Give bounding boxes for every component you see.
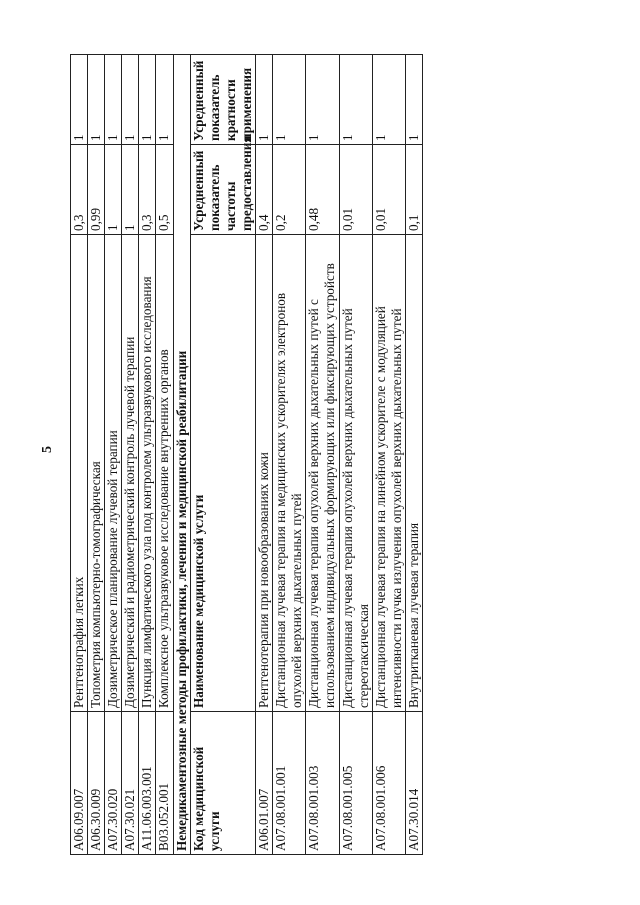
multiplicity-value: 1 xyxy=(71,55,88,145)
table-row xyxy=(71,55,88,855)
frequency-value: 1 xyxy=(122,145,139,235)
frequency-value: 0,5 xyxy=(156,145,173,235)
frequency-value: 0,01 xyxy=(339,145,372,235)
table-row xyxy=(339,55,372,855)
service-code: A06.30.009 xyxy=(88,712,105,855)
frequency-value: 0,48 xyxy=(306,145,339,235)
frequency-value: 0,4 xyxy=(256,145,273,235)
service-name: Топометрия компьютерно-томографическая xyxy=(88,235,105,712)
service-name: Дозиметрическое планирование лучевой терапии xyxy=(105,235,122,712)
service-name: Рентгенография легких xyxy=(71,235,88,712)
service-code: A07.08.001.001 xyxy=(273,712,306,855)
service-name: Внутритканевая лучевая терапия xyxy=(405,235,422,712)
service-name: Комплексное ультразвуковое исследование внутренних органов xyxy=(156,235,173,712)
service-name: Пункция лимфатического узла под контролем ультразвукового исследования xyxy=(139,235,156,712)
multiplicity-value: 1 xyxy=(122,55,139,145)
multiplicity-value: 1 xyxy=(139,55,156,145)
frequency-value: 0,2 xyxy=(273,145,306,235)
multiplicity-value: 1 xyxy=(156,55,173,145)
table-row xyxy=(139,55,156,855)
frequency-value: 0,99 xyxy=(88,145,105,235)
service-code: B03.052.001 xyxy=(156,712,173,855)
multiplicity-value: 1 xyxy=(339,55,372,145)
service-code: A07.08.001.005 xyxy=(339,712,372,855)
multiplicity-value: 1 xyxy=(256,55,273,145)
services-table xyxy=(70,54,423,855)
table-row xyxy=(405,55,422,855)
frequency-value: 0,3 xyxy=(139,145,156,235)
multiplicity-value: 1 xyxy=(372,55,405,145)
frequency-value: 1 xyxy=(105,145,122,235)
rotated-table-container xyxy=(70,55,500,855)
page-number: 5 xyxy=(40,446,55,453)
service-code: A06.01.007 xyxy=(256,712,273,855)
service-code: A07.30.020 xyxy=(105,712,122,855)
service-name: Рентгенотерапия при новообразованиях кожи xyxy=(256,235,273,712)
table-row xyxy=(256,55,273,855)
table-row xyxy=(122,55,139,855)
header-name: Наименование медицинской услуги xyxy=(190,235,255,712)
table-row xyxy=(105,55,122,855)
multiplicity-value: 1 xyxy=(273,55,306,145)
service-name: Дистанционная лучевая терапия опухолей верхних дыхательных путей стереотаксическая xyxy=(339,235,372,712)
service-code: A07.08.001.003 xyxy=(306,712,339,855)
service-code: A07.08.001.006 xyxy=(372,712,405,855)
section-heading-row xyxy=(173,55,190,855)
header-multiplicity: Усредненный показатель кратности применения xyxy=(190,55,255,145)
service-code: A11.06.003.001 xyxy=(139,712,156,855)
frequency-value: 0,01 xyxy=(372,145,405,235)
multiplicity-value: 1 xyxy=(105,55,122,145)
multiplicity-value: 1 xyxy=(88,55,105,145)
multiplicity-value: 1 xyxy=(306,55,339,145)
table-row xyxy=(306,55,339,855)
header-code: Код медицинской услуги xyxy=(190,712,255,855)
service-code: A07.30.014 xyxy=(405,712,422,855)
service-name: Дистанционная лучевая терапия на линейном ускорителе с модуляцией интенсивности пучка излучения опухолей верхних дыхательных путей xyxy=(372,235,405,712)
service-name: Дозиметрический и радиометрический контроль лучевой терапии xyxy=(122,235,139,712)
table-row xyxy=(156,55,173,855)
service-name: Дистанционная лучевая терапия опухолей верхних дыхательных путей с использованием индивидуальных формирующих или фиксирующих устройств xyxy=(306,235,339,712)
multiplicity-value: 1 xyxy=(405,55,422,145)
service-code: A07.30.021 xyxy=(122,712,139,855)
frequency-value: 0,3 xyxy=(71,145,88,235)
section-title: Немедикаментозные методы профилактики, лечения и медицинской реабилитации xyxy=(173,55,190,855)
frequency-value: 0,1 xyxy=(405,145,422,235)
service-name: Дистанционная лучевая терапия на медицинских ускорителях электронов опухолей верхних дыхательных путей xyxy=(273,235,306,712)
service-code: A06.09.007 xyxy=(71,712,88,855)
header-frequency: Усредненный показатель частоты предоставления xyxy=(190,145,255,235)
table-header-row xyxy=(190,55,255,855)
table-row xyxy=(273,55,306,855)
table-row xyxy=(372,55,405,855)
table-row xyxy=(88,55,105,855)
